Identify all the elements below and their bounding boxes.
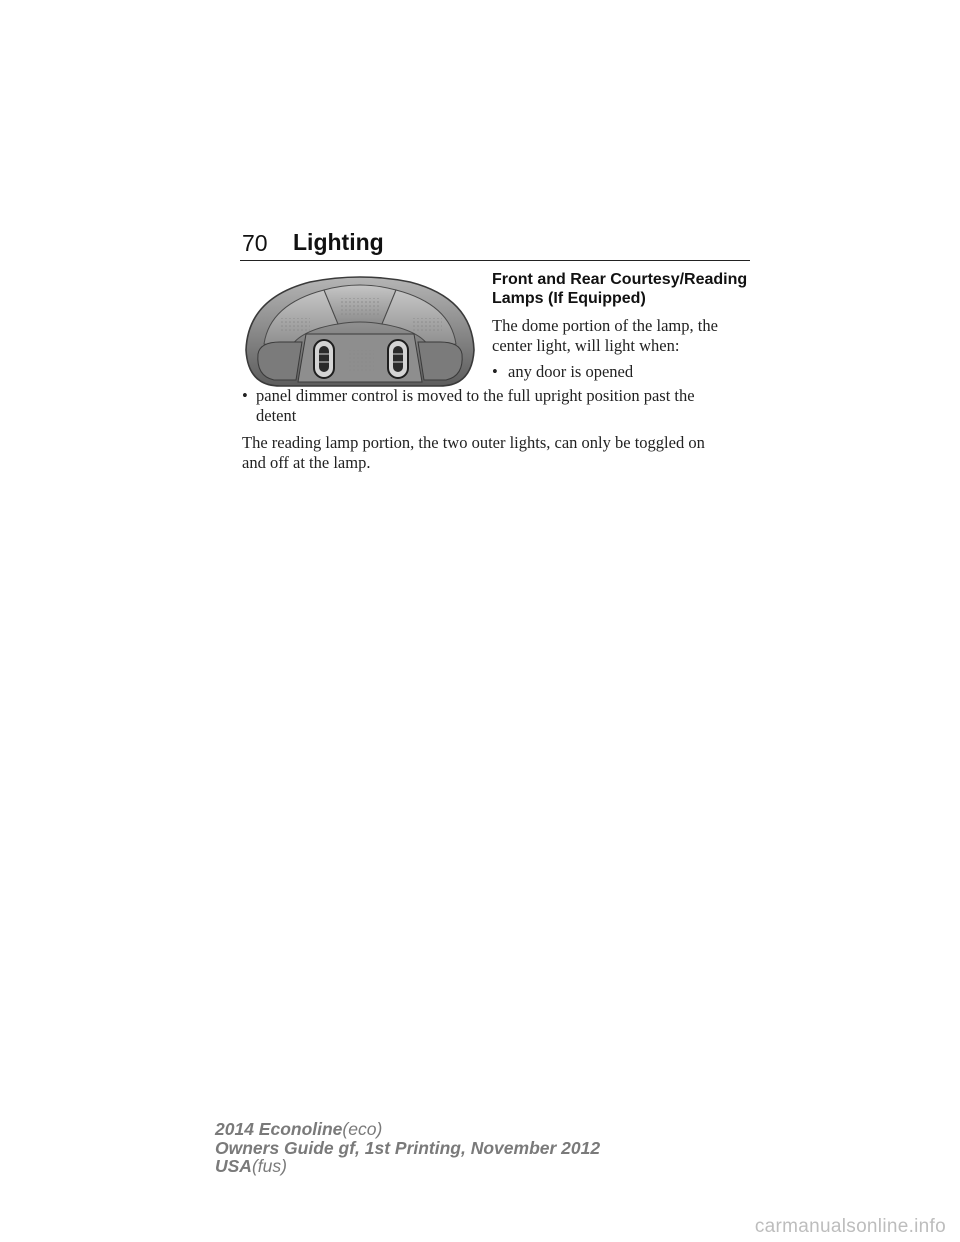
bullet-item-door-opened	[492, 362, 754, 382]
footer-line-1	[215, 1120, 600, 1139]
section-title: Lighting	[293, 229, 384, 255]
section-heading-line-1: Front and Rear Courtesy/Reading	[492, 271, 748, 288]
lamp-description-continued	[242, 386, 754, 472]
intro-paragraph	[492, 316, 754, 355]
document-footer	[215, 1120, 600, 1176]
page-number: 70	[242, 230, 268, 256]
closing-line-1: The reading lamp portion, the two outer lights, can only be toggled on	[242, 433, 705, 452]
overhead-lamp-illustration	[240, 268, 480, 388]
watermark-text: carmanualsonline.info	[754, 1216, 946, 1237]
bullet-icon: •	[492, 362, 498, 381]
footer-model-code: (eco)	[342, 1119, 383, 1139]
footer-line-3	[215, 1157, 600, 1176]
bullet-item-panel-dimmer	[242, 386, 754, 425]
intro-line-1: The dome portion of the lamp, the	[492, 316, 718, 335]
section-heading-line-2: Lamps (If Equipped)	[492, 290, 646, 307]
header-rule	[240, 260, 750, 261]
closing-paragraph	[242, 433, 754, 472]
intro-line-2: center light, will light when:	[492, 335, 680, 355]
footer-line-2	[215, 1139, 600, 1158]
footer-market-code: (fus)	[251, 1156, 287, 1176]
footer-edition: Owners Guide gf, 1st Printing, November 2012	[215, 1137, 601, 1158]
lamp-description	[492, 270, 754, 382]
footer-model: 2014 Econoline	[215, 1119, 343, 1139]
bullet-text-line-1: panel dimmer control is moved to the full upright position past the	[256, 386, 695, 405]
footer-market: USA	[215, 1156, 252, 1176]
closing-line-2: and off at the lamp.	[242, 452, 371, 472]
bullet-text-line-2: detent	[256, 405, 297, 425]
section-heading	[492, 270, 754, 308]
page-header	[240, 230, 750, 262]
bullet-text: any door is opened	[508, 362, 634, 381]
bullet-icon: •	[242, 386, 248, 405]
